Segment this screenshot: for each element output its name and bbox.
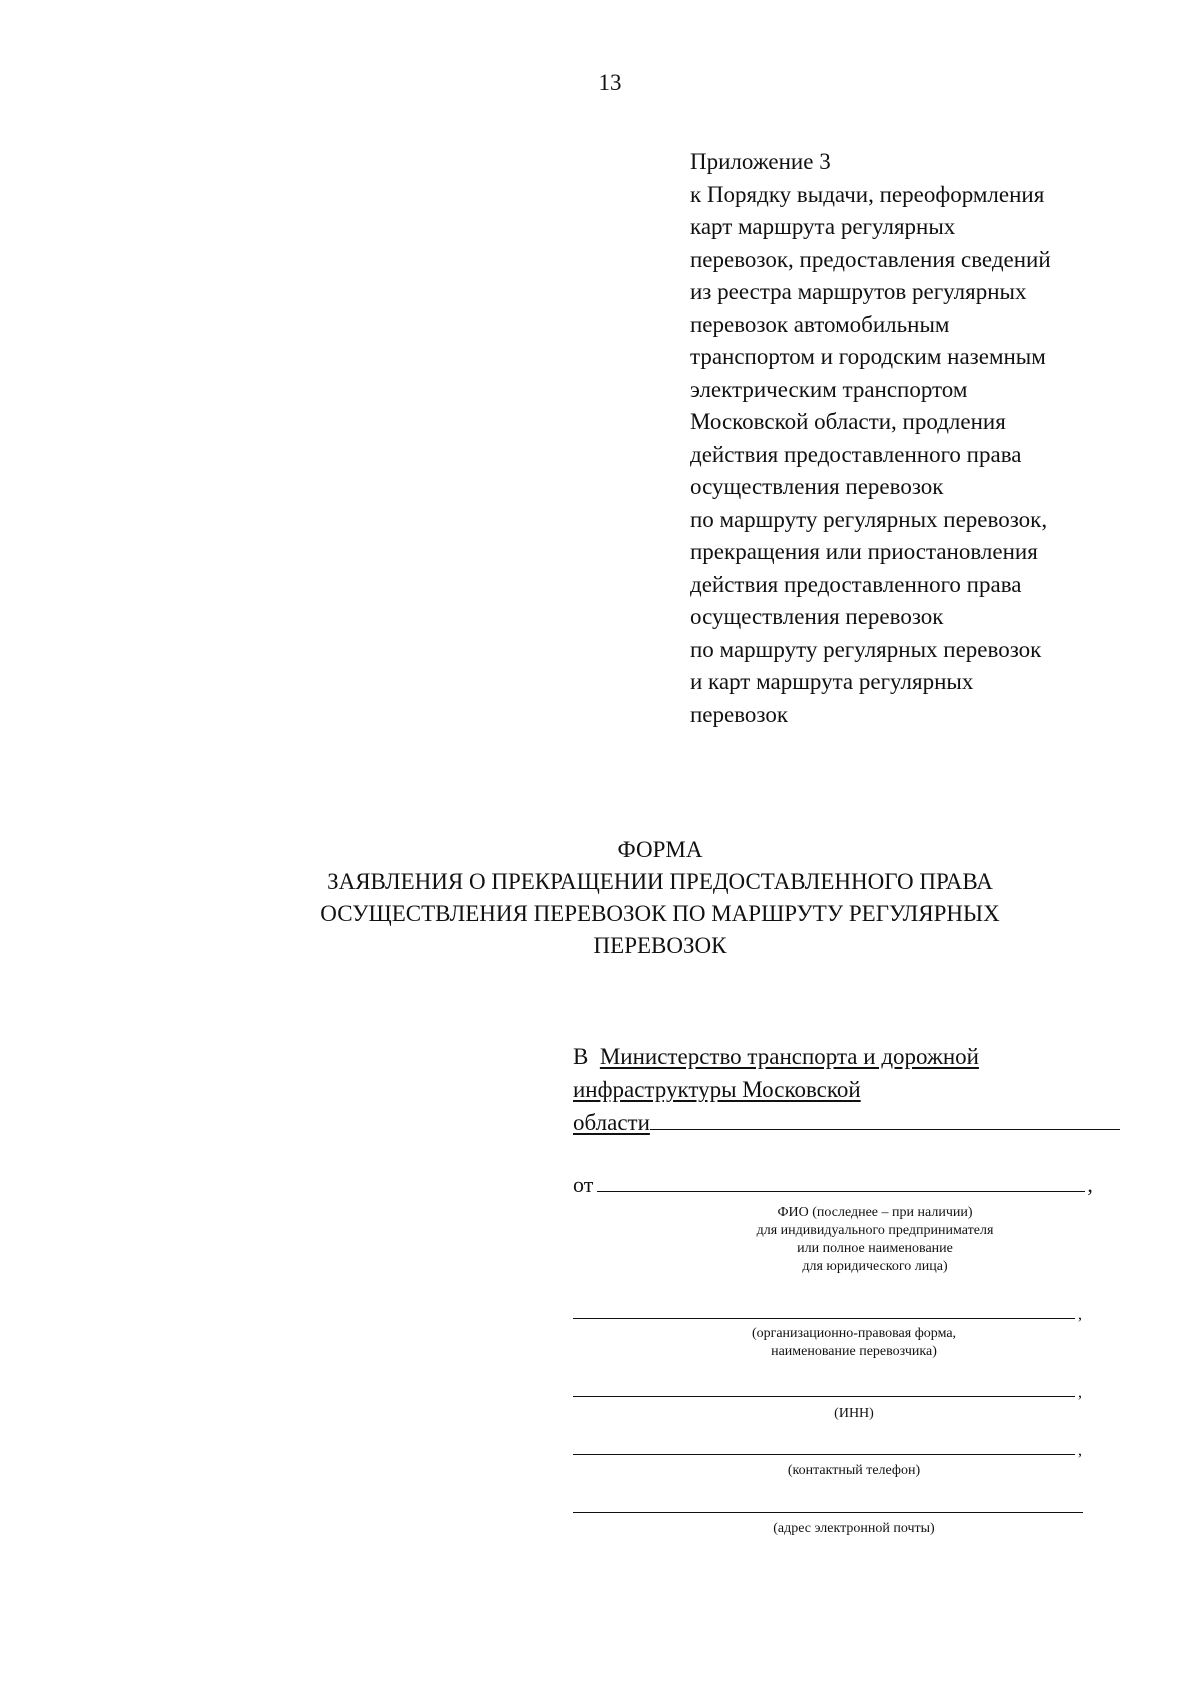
caption-line: для юридического лица) (802, 1259, 948, 1274)
from-field-line[interactable] (597, 1173, 1085, 1192)
appendix-line: действия предоставленного права (690, 571, 1022, 597)
form-title-line: ОСУЩЕСТВЛЕНИЯ ПЕРЕВОЗОК ПО МАРШРУТУ РЕГУЛЯРНЫХ (320, 901, 1000, 926)
carrier-field (573, 1300, 1082, 1324)
caption-line: (организационно-правовая форма, (751, 1326, 957, 1341)
addressee-line-1: Министерство транспорта и дорожной (599, 1044, 979, 1069)
inn-caption (664, 1405, 1044, 1423)
carrier-comma: , (1078, 1306, 1082, 1323)
inn-comma: , (1078, 1384, 1082, 1401)
caption-line: (контактный телефон) (787, 1463, 921, 1478)
addressee-line-2: инфраструктуры Московской (573, 1077, 861, 1102)
addressee-line-3: области (573, 1110, 650, 1135)
caption-line: для индивидуального предпринимателя (756, 1223, 994, 1238)
appendix-line: карт маршрута регулярных (690, 214, 956, 239)
appendix-line: перевозок (690, 701, 789, 727)
phone-caption (664, 1462, 1044, 1480)
caption-line: (адрес электронной почты) (773, 1521, 935, 1536)
email-field-line[interactable] (573, 1494, 1083, 1513)
form-title-line: ФОРМА (617, 837, 703, 862)
caption-line: наименование перевозчика) (771, 1344, 937, 1359)
email-field (573, 1494, 1086, 1518)
appendix-line: осуществления перевозок (690, 604, 944, 629)
phone-field (573, 1436, 1082, 1460)
carrier-caption (664, 1325, 1044, 1361)
appendix-line: по маршруту регулярных перевозок (690, 636, 1042, 662)
inn-field (573, 1378, 1082, 1402)
appendix-line: по маршруту регулярных перевозок, (690, 506, 1048, 532)
carrier-field-line[interactable] (573, 1300, 1075, 1319)
from-comma: , (1087, 1172, 1093, 1197)
appendix-line: перевозок, предоставления сведений (690, 246, 1051, 272)
form-title-line: ПЕРЕВОЗОК (593, 933, 727, 958)
form-title-line: ЗАЯВЛЕНИЯ О ПРЕКРАЩЕНИИ ПРЕДОСТАВЛЕННОГО ПРАВА (327, 869, 993, 894)
inn-field-line[interactable] (573, 1378, 1075, 1397)
appendix-line: действия предоставленного права (690, 441, 1022, 467)
email-caption (664, 1520, 1044, 1538)
from-row (573, 1172, 1113, 1198)
appendix-line: Московской области, продления (690, 409, 1006, 434)
addressee-prefix: В (573, 1044, 589, 1069)
appendix-line: осуществления перевозок (690, 474, 944, 499)
phone-comma: , (1078, 1442, 1082, 1459)
addressee-blank-line[interactable] (650, 1107, 1120, 1130)
addressee-block (573, 1040, 1143, 1139)
caption-line: ФИО (последнее – при наличии) (777, 1205, 973, 1220)
appendix-line: к Порядку выдачи, переоформления (690, 181, 1045, 207)
from-label: от (573, 1172, 594, 1197)
form-title (0, 834, 1200, 962)
appendix-line: из реестра маршрутов регулярных (690, 279, 1027, 304)
caption-line: (ИНН) (834, 1406, 874, 1421)
phone-field-line[interactable] (573, 1436, 1075, 1455)
appendix-line: Приложение 3 (690, 149, 831, 174)
appendix-line: транспортом и городским наземным (690, 344, 1046, 369)
from-caption (675, 1204, 1075, 1276)
appendix-line: электрическим транспортом (690, 376, 968, 402)
appendix-line: и карт маршрута регулярных (690, 669, 974, 694)
caption-line: или полное наименование (797, 1241, 953, 1256)
appendix-line: прекращения или приостановления (690, 539, 1038, 564)
page-number: 13 (598, 70, 622, 95)
appendix-header (690, 146, 1160, 731)
appendix-line: перевозок автомобильным (690, 311, 950, 337)
